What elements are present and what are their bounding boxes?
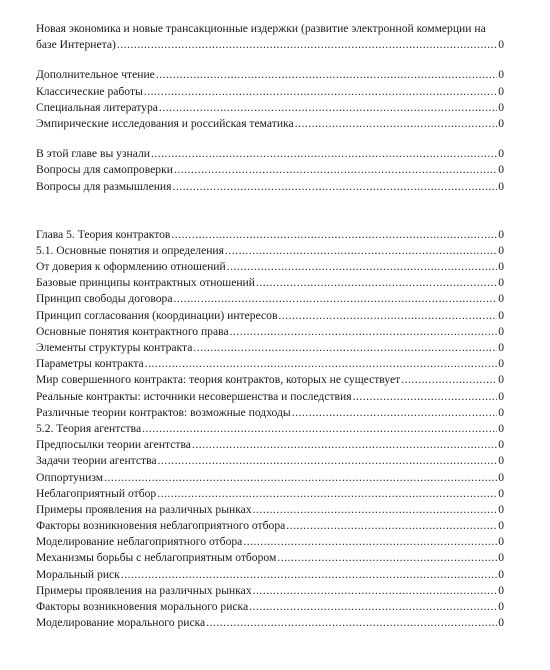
toc-entry — [36, 470, 504, 486]
toc-entry-text: Факторы возникновения морального риска — [36, 600, 249, 613]
toc-entry — [36, 534, 504, 550]
toc-page-number: 0 — [498, 308, 504, 322]
toc-entry-text: Дополнительное чтение — [36, 68, 155, 82]
toc-entry — [36, 502, 504, 518]
toc-entry-text: Элементы структуры контракта — [36, 341, 193, 354]
toc-entry-text-line2: базе Интернета) — [36, 38, 116, 52]
toc-page-number: 0 — [498, 147, 504, 161]
toc-entry — [36, 275, 504, 291]
toc-entry-text: Принцип согласования (координации) интересов — [36, 308, 278, 322]
toc-entry-multiline — [36, 21, 504, 53]
dot-leader — [121, 567, 497, 583]
toc-entry — [36, 308, 504, 324]
toc-page-number: 0 — [498, 260, 504, 274]
dot-leader — [151, 146, 497, 162]
dot-leader — [159, 100, 497, 116]
toc-page-number: 0 — [498, 84, 504, 98]
toc-page-number: 0 — [498, 519, 504, 533]
toc-entry — [36, 340, 504, 356]
toc-entry-text: Примеры проявления на различных рынках — [36, 583, 252, 597]
toc-page-number: 0 — [498, 438, 504, 452]
toc-entry-text: Факторы возникновения неблагоприятного отбора — [36, 519, 286, 533]
toc-page-number: 0 — [498, 276, 504, 290]
dot-leader — [249, 599, 497, 615]
toc-entry — [36, 67, 504, 83]
toc-page-number: 0 — [498, 551, 504, 565]
toc-entry-text: Задачи теории агентства — [36, 454, 157, 468]
dot-leader — [295, 116, 498, 132]
toc-block-chapter5 — [36, 227, 504, 632]
dot-leader — [292, 405, 498, 421]
toc-entry-text: 5.1. Основные понятия и определения — [36, 243, 224, 257]
toc-entry — [36, 567, 504, 583]
dot-leader — [243, 534, 497, 550]
dot-leader — [145, 356, 498, 372]
toc-page-number: 0 — [498, 454, 504, 468]
toc-entry — [36, 615, 504, 631]
toc-entry-text: Реальные контракты: источники несовершенства и последствия — [36, 389, 352, 403]
toc-entry — [36, 421, 504, 437]
dot-leader — [157, 486, 497, 502]
table-of-contents — [36, 21, 504, 631]
toc-entry — [36, 291, 504, 307]
toc-entry — [36, 37, 504, 53]
dot-leader — [171, 227, 497, 243]
toc-page-number: 0 — [498, 389, 504, 403]
dot-leader — [158, 453, 498, 469]
toc-entry-text: Параметры контракта — [36, 357, 144, 371]
toc-page-number: 0 — [498, 179, 504, 193]
toc-entry-text: Вопросы для размышления — [36, 179, 172, 193]
toc-entry-text: Эмпирические исследования и российская тематика — [36, 116, 294, 130]
toc-entry-text-line1: Новая экономика и новые трансакционные издержки (развитие электронной коммерции на — [36, 22, 486, 35]
toc-entry-text: Моральный риск — [36, 567, 120, 581]
toc-entry-text: Вопросы для самопроверки — [36, 163, 173, 177]
dot-leader — [104, 470, 497, 486]
dot-leader — [230, 324, 498, 340]
dot-leader — [353, 389, 498, 405]
toc-page-number: 0 — [498, 373, 504, 387]
dot-leader — [192, 437, 497, 453]
dot-leader — [256, 275, 497, 291]
toc-entry — [36, 405, 504, 421]
toc-page-number: 0 — [498, 100, 504, 114]
toc-entry-text: Примеры проявления на различных рынках — [36, 502, 252, 516]
toc-entry — [36, 486, 504, 502]
toc-entry — [36, 583, 504, 599]
toc-entry — [36, 179, 504, 195]
toc-entry-text: Мир совершенного контракта: теория контрактов, которых не существует — [36, 373, 401, 387]
toc-entry — [36, 116, 504, 132]
toc-entry — [36, 518, 504, 534]
toc-entry — [36, 146, 504, 162]
toc-entry-text: Моделирование морального риска — [36, 616, 206, 630]
dot-leader — [253, 502, 498, 518]
section-gap — [36, 53, 504, 67]
dot-leader — [401, 372, 497, 388]
toc-page-number: 0 — [498, 502, 504, 516]
dot-leader — [156, 67, 497, 83]
dot-leader — [277, 550, 497, 566]
dot-leader — [206, 615, 497, 631]
dot-leader — [278, 308, 497, 324]
toc-page-number: 0 — [498, 38, 504, 52]
section-gap — [36, 195, 504, 227]
toc-entry — [36, 100, 504, 116]
toc-block-summary — [36, 146, 504, 195]
section-gap — [36, 132, 504, 146]
toc-page-number: 0 — [498, 163, 504, 177]
toc-entry — [36, 599, 504, 615]
dot-leader — [227, 259, 497, 275]
toc-entry-text: Предпосылки теории агентства — [36, 438, 191, 452]
dot-leader — [286, 518, 497, 534]
toc-entry — [36, 356, 504, 372]
toc-page-number: 0 — [498, 243, 504, 257]
toc-entry-text: Оппортунизм — [36, 470, 104, 484]
dot-leader — [172, 179, 497, 195]
dot-leader — [173, 291, 497, 307]
toc-entry-text: Базовые принципы контрактных отношений — [36, 276, 255, 290]
toc-entry-text: Неблагоприятный отбор — [36, 486, 157, 500]
toc-page-number: 0 — [498, 600, 504, 613]
toc-page-number: 0 — [498, 116, 504, 130]
toc-entry — [36, 389, 504, 405]
toc-entry — [36, 453, 504, 469]
toc-entry — [36, 550, 504, 566]
toc-entry — [36, 324, 504, 340]
toc-page-number: 0 — [498, 324, 504, 338]
toc-entry-text: Основные понятия контрактного права — [36, 324, 229, 338]
toc-entry — [36, 437, 504, 453]
dot-leader — [193, 340, 497, 356]
toc-page-number: 0 — [498, 470, 504, 484]
dot-leader — [117, 37, 497, 53]
toc-entry-text: Различные теории контрактов: возможные подходы — [36, 405, 291, 419]
toc-page-number: 0 — [498, 583, 504, 597]
toc-page-number: 0 — [498, 616, 504, 630]
toc-entry-text: От доверия к оформлению отношений — [36, 260, 226, 274]
toc-page-number: 0 — [498, 421, 504, 435]
toc-entry-text: Специальная литература — [36, 100, 158, 114]
toc-entry — [36, 162, 504, 178]
toc-page-number: 0 — [498, 567, 504, 581]
toc-entry — [36, 372, 504, 388]
toc-page-number: 0 — [498, 357, 504, 371]
toc-entry-text: 5.2. Теория агентства — [36, 421, 142, 435]
toc-page-number: 0 — [498, 227, 504, 241]
toc-entry — [36, 259, 504, 275]
toc-entry — [36, 243, 504, 259]
dot-leader — [142, 421, 497, 437]
toc-page-number: 0 — [498, 341, 504, 354]
toc-page-number: 0 — [498, 68, 504, 82]
toc-page-number: 0 — [498, 292, 504, 306]
toc-entry-text: В этой главе вы узнали — [36, 147, 150, 161]
toc-block-reading — [36, 67, 504, 132]
dot-leader — [144, 84, 497, 100]
toc-entry-text: Принцип свободы договора — [36, 292, 173, 306]
dot-leader — [174, 162, 497, 178]
dot-leader — [253, 583, 498, 599]
toc-page-number: 0 — [498, 535, 504, 549]
toc-entry-text: Классические работы — [36, 84, 143, 98]
toc-page-number: 0 — [498, 486, 504, 500]
dot-leader — [225, 243, 497, 259]
toc-entry-text: Моделирование неблагоприятного отбора — [36, 535, 243, 549]
toc-entry-text: Глава 5. Теория контрактов — [36, 227, 171, 241]
toc-entry — [36, 84, 504, 100]
toc-entry — [36, 227, 504, 243]
toc-page-number: 0 — [498, 405, 504, 419]
toc-entry-text: Механизмы борьбы с неблагоприятным отбором — [36, 551, 277, 565]
